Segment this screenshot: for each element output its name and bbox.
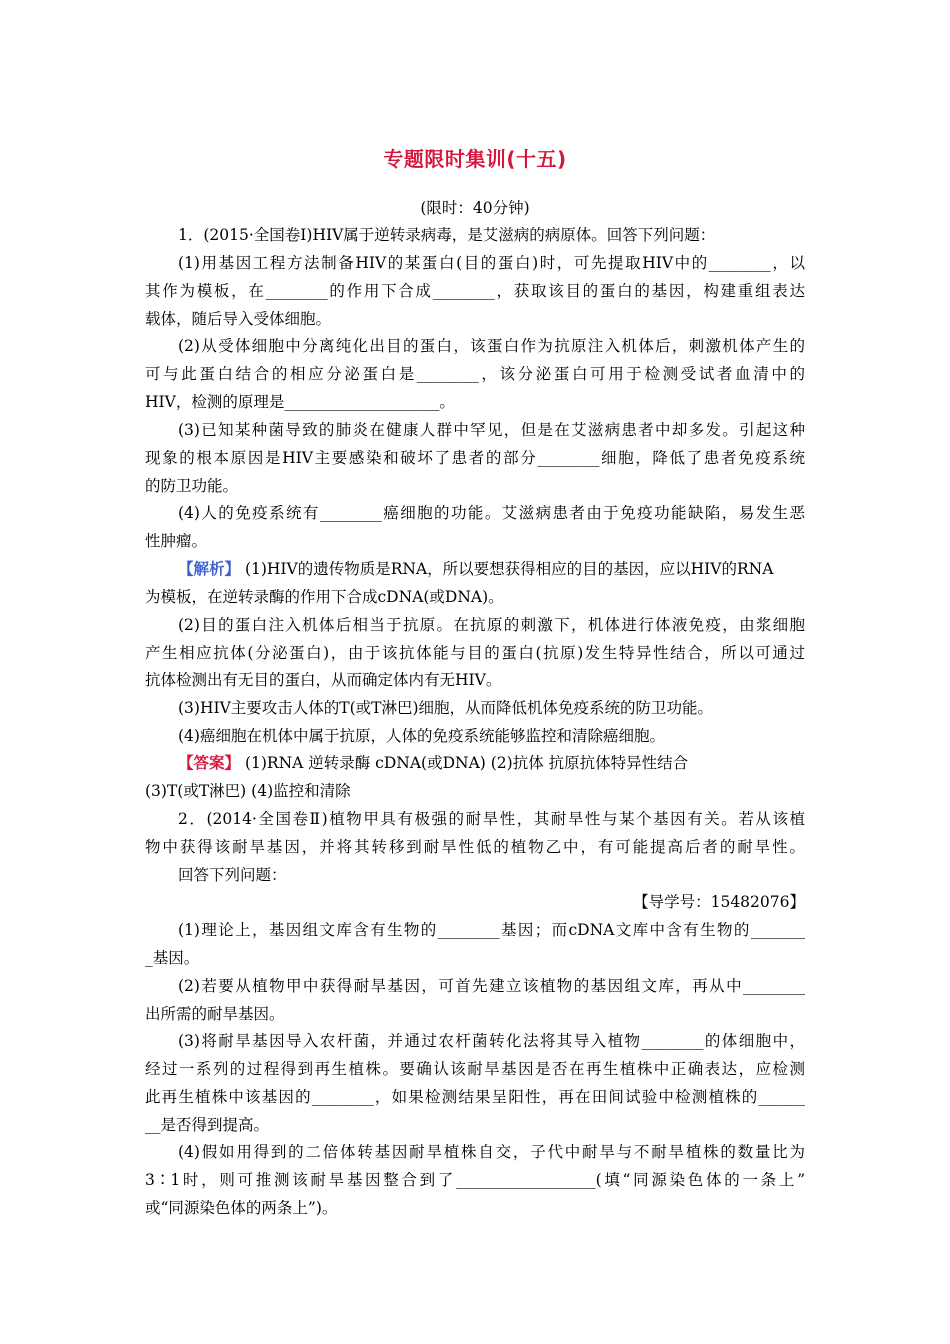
analysis-tag: 【解析】 <box>178 559 241 578</box>
q2-p4-line: 3∶1时，则可推测该耐旱基因整合到了__________________(填“同源染色体的一条上” <box>145 1171 805 1189</box>
q1-p1-line: 载体，随后导入受体细胞。 <box>145 310 332 328</box>
q2-p1-line: (1)理论上，基因组文库含有生物的________基因；而cDNA文库中含有生物的_______ <box>178 921 805 939</box>
answer-line: (3)T(或T淋巴) (4)监控和清除 <box>145 782 351 800</box>
q2-stem-line: 物中获得该耐旱基因，并将其转移到耐旱性低的植物乙中，有可能提高后者的耐旱性。 <box>145 838 805 856</box>
q1-p2-line: (2)从受体细胞中分离纯化出目的蛋白，该蛋白作为抗原注入机体后，刺激机体产生的 <box>178 337 805 355</box>
q1-p2-line: HIV，检测的原理是____________________。 <box>145 393 455 411</box>
q1-p1-line: 其作为模板，在________的作用下合成________，获取该目的蛋白的基因，构建重组表达 <box>145 282 805 300</box>
q2-p2-line: 出所需的耐旱基因。 <box>145 1005 285 1023</box>
q2-p3-line: __是否得到提高。 <box>145 1116 270 1134</box>
page-title: 专题限时集训(十五) <box>383 147 567 171</box>
analysis-line <box>178 558 805 580</box>
guide-number: 【导学号：15482076】 <box>633 893 805 911</box>
answer-line <box>178 752 805 774</box>
q1-p4-line: 性肿瘤。 <box>145 532 208 550</box>
q2-p3-line: (3)将耐旱基因导入农杆菌，并通过农杆菌转化法将其导入植物________的体细胞中， <box>178 1032 805 1050</box>
q2-p3-line: 经过一系列的过程得到再生植株。要确认该耐旱基因是否在再生植株中正确表达，应检测 <box>145 1060 805 1078</box>
q1-p3-line: (3)已知某种菌导致的肺炎在健康人群中罕见，但是在艾滋病患者中却多发。引起这种 <box>178 421 805 439</box>
q1-p2-line: 可与此蛋白结合的相应分泌蛋白是________，该分泌蛋白可用于检测受试者血清中的 <box>145 365 805 383</box>
q1-stem: 1．(2015·全国卷Ⅰ)HIV属于逆转录病毒，是艾滋病的病原体。回答下列问题： <box>178 226 716 244</box>
q2-p4-line: 或“同源染色体的两条上”)。 <box>145 1199 338 1217</box>
answer-text: (1)RNA 逆转录酶 cDNA(或DNA) (2)抗体 抗原抗体特异性结合 <box>240 754 689 772</box>
analysis-line: (4)癌细胞在机体中属于抗原，人体的免疫系统能够监控和清除癌细胞。 <box>178 727 665 745</box>
q1-p3-line: 的防卫功能。 <box>145 477 239 495</box>
analysis-line: 抗体检测出有无目的蛋白，从而确定体内有无HIV。 <box>145 671 502 689</box>
q2-p1-line: _基因。 <box>145 949 200 967</box>
q2-p3-line: 此再生植株中该基因的________，如果检测结果呈阳性，再在田间试验中检测植株的______ <box>145 1088 805 1106</box>
answer-tag: 【答案】 <box>178 753 241 772</box>
q2-stem-line: 回答下列问题： <box>178 866 287 884</box>
time-limit: (限时：40分钟) <box>420 199 530 217</box>
q2-p2-line: (2)若要从植物甲中获得耐旱基因，可首先建立该植物的基因组文库，再从中________ <box>178 977 805 995</box>
analysis-line: 产生相应抗体(分泌蛋白)，由于该抗体能与目的蛋白(抗原)发生特异性结合，所以可通过 <box>145 644 805 662</box>
analysis-line: (2)目的蛋白注入机体后相当于抗原。在抗原的刺激下，机体进行体液免疫，由浆细胞 <box>178 616 805 634</box>
q1-p4-line: (4)人的免疫系统有________癌细胞的功能。艾滋病患者由于免疫功能缺陷，易发生恶 <box>178 504 805 522</box>
q1-p3-line: 现象的根本原因是HIV主要感染和破坏了患者的部分________细胞，降低了患者免疫系统 <box>145 449 805 467</box>
analysis-text: (1)HIV的遗传物质是RNA，所以要想获得相应的目的基因，应以HIV的RNA <box>240 560 774 578</box>
q1-p1-line: (1)用基因工程方法制备HIV的某蛋白(目的蛋白)时，可先提取HIV中的________，以 <box>178 254 805 272</box>
q2-stem-line: 2．(2014·全国卷Ⅱ)植物甲具有极强的耐旱性，其耐旱性与某个基因有关。若从该植 <box>178 810 805 828</box>
q2-p4-line: (4)假如用得到的二倍体转基因耐旱植株自交，子代中耐旱与不耐旱植株的数量比为 <box>178 1143 805 1161</box>
analysis-line: (3)HIV主要攻击人体的T(或T淋巴)细胞，从而降低机体免疫系统的防卫功能。 <box>178 699 714 717</box>
analysis-line: 为模板，在逆转录酶的作用下合成cDNA(或DNA)。 <box>145 588 504 606</box>
